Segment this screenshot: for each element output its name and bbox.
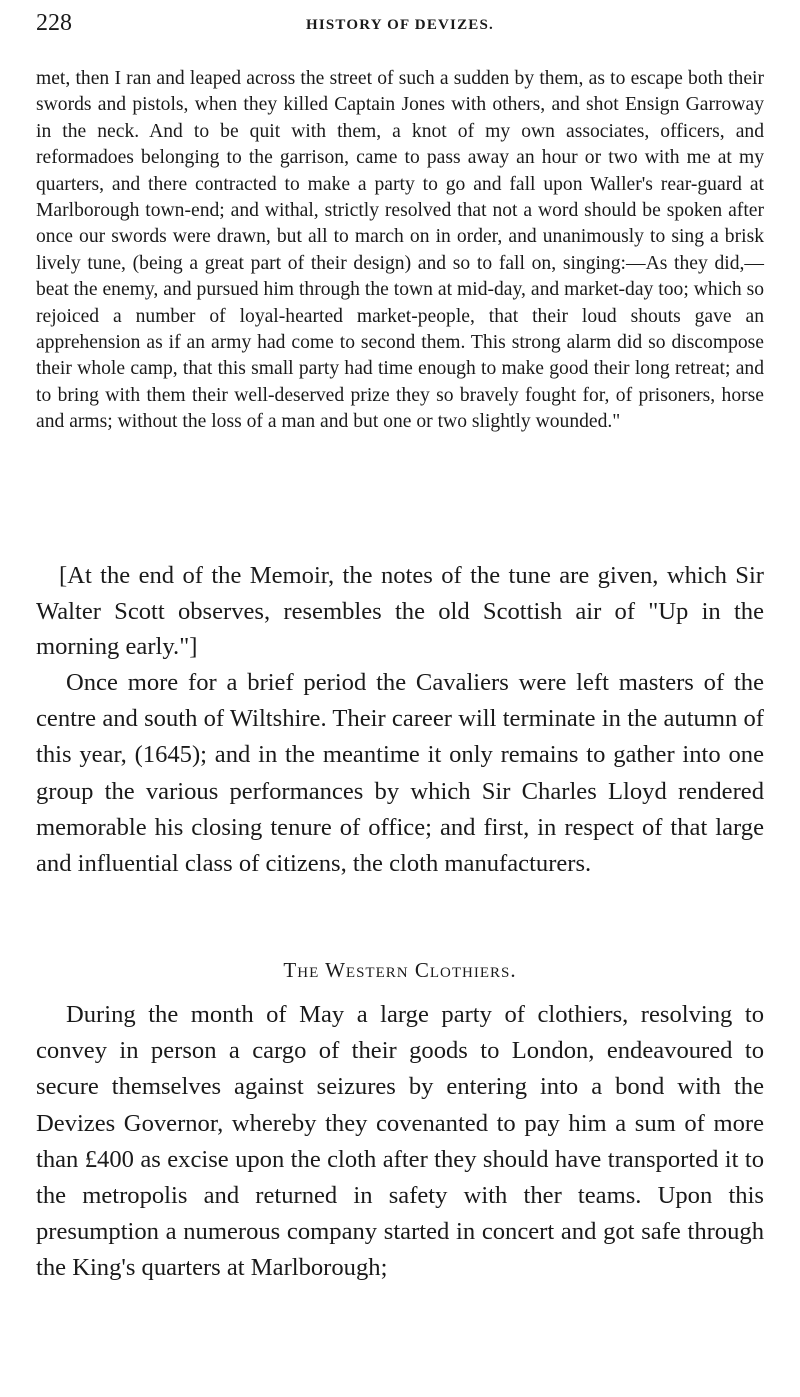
section-heading: The Western Clothiers. [283,958,517,982]
bracketed-note [36,558,764,665]
block-quote-text: met, then I ran and leaped across the street of such a sudden by them, as to escape both their swords and pistols, when they killed Captain Jones with others, and shot Ensign Garroway in the neck. And to be quit with them, a knot of my own associates, officers, and reformadoes belonging to the garrison, came to pass away an hour or two with me at my quarters, and there contracted to make a party to go and fall upon Waller's rear-guard at Marlborough town-end; and withal, strictly resolved that not a word should be spoken after once our swords were drawn, but all to march on in order, and unanimously to sing a brisk lively tune, (being a great part of their design) and so to fall on, singing:—As they did,—beat the enemy, and pursued him through the town at mid-day, and market-day too; which so rejoiced a number of loyal-hearted market-people, that their loud shouts gave an apprehension as if an army had come to second them. This strong alarm did so discompose their whole camp, that this small party had time enough to make good their long retreat; and to bring with them their well-deserved prize they so bravely fought for, of prisoners, horse and arms; without the loss of a man and but one or two slightly wounded." [36,68,764,433]
body-paragraph-clothiers [36,997,764,1287]
body-paragraph-cavaliers [36,665,764,882]
running-title: HISTORY OF DEVIZES. [305,17,494,33]
running-head [36,6,764,46]
page-number: 228 [36,10,72,36]
body-paragraph-clothiers-text: During the month of May a large party of clothiers, resolving to convey in person a cargo of their goods to London, endeavoured to secure themselves against seizures by entering into a bond with the Devizes Governor, whereby they covenanted to pay him a sum of more than £400 as excise upon the cloth after they should have transported it to the metropolis and returned in safety with ther teams. Upon this presumption a numerous company started in concert and got safe through the King's quarters at Marlborough; [36,1001,764,1282]
block-quote [36,66,764,436]
bracketed-note-text: [At the end of the Memoir, the notes of the tune are given, which Sir Walter Scott observes, resembles the old Scottish air of "Up in the morning early."] [36,562,764,660]
body-paragraph-cavaliers-text: Once more for a brief period the Cavaliers were left masters of the centre and south of Wiltshire. Their career will terminate in the autumn of this year, (1645); and in the meantime it only remains to gather into one group the various performances by which Sir Charles Lloyd rendered memorable his closing tenure of office; and first, in respect of that large and influential class of citizens, the cloth manufacturers. [36,669,764,878]
